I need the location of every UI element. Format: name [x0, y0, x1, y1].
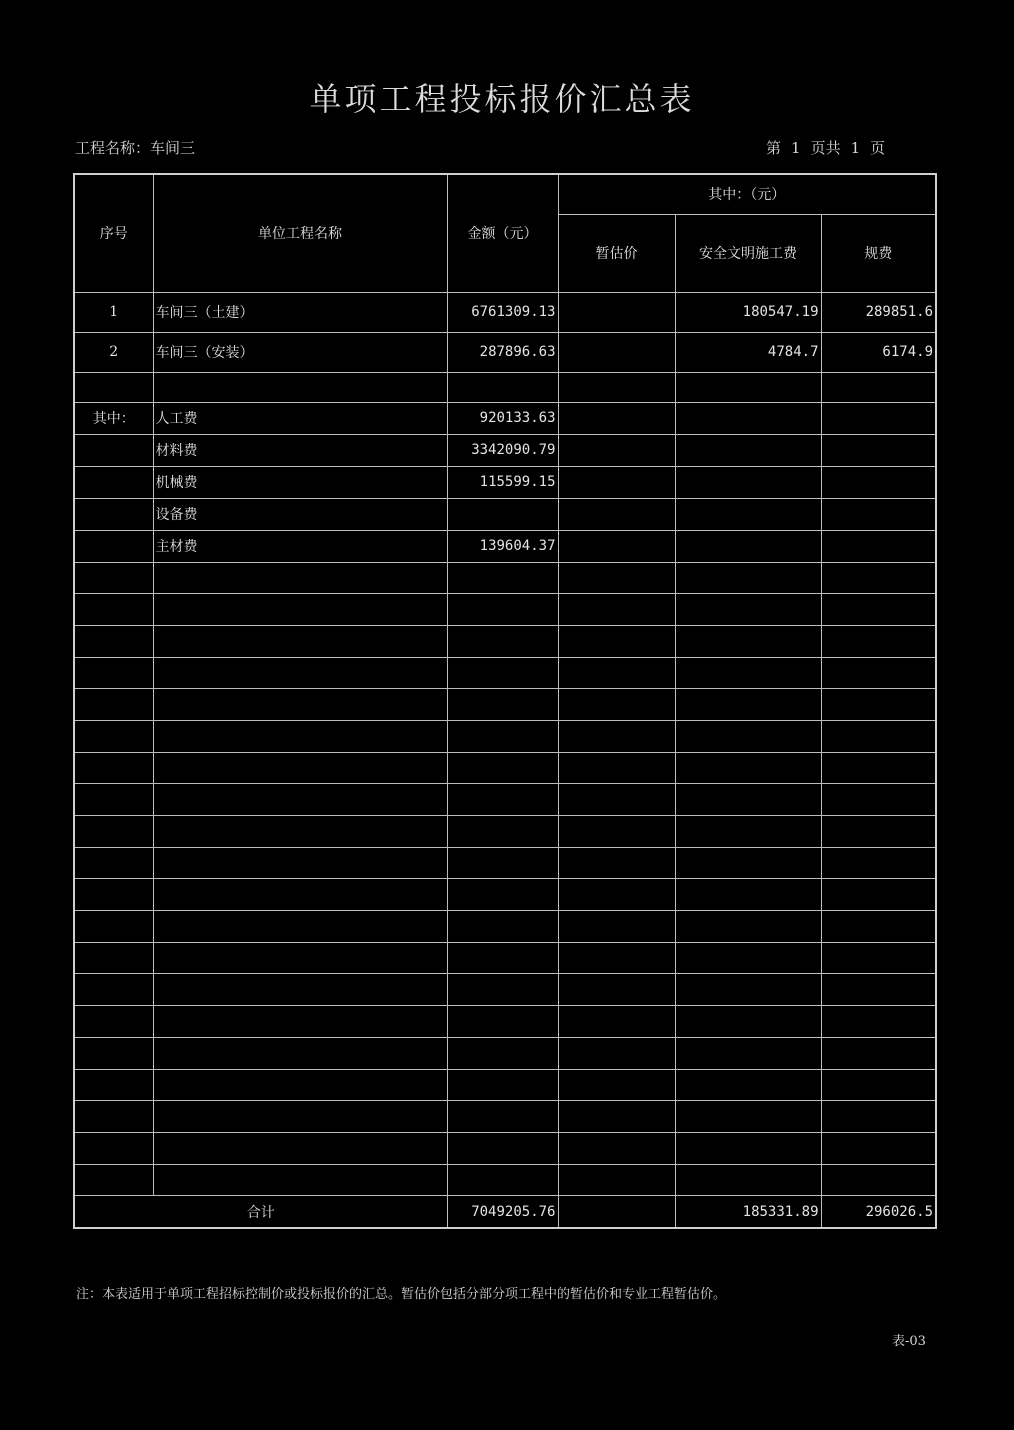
blank-cell	[447, 1037, 558, 1069]
blank-cell	[447, 911, 558, 943]
blank-cell	[821, 847, 936, 879]
cell-name: 人工费	[153, 402, 447, 434]
page-indicator	[766, 137, 895, 158]
cell-amount: 287896.63	[447, 332, 558, 372]
table-number: 表-03	[892, 1334, 926, 1349]
blank-row	[74, 1006, 936, 1038]
cell-provisional	[558, 292, 675, 332]
blank-cell	[447, 1101, 558, 1133]
blank-row	[74, 752, 936, 784]
blank-cell	[558, 847, 675, 879]
blank-row	[74, 625, 936, 657]
blank-cell	[558, 1132, 675, 1164]
cell-name: 车间三（安装）	[153, 332, 447, 372]
blank-cell	[74, 562, 153, 594]
table-row	[74, 530, 936, 562]
blank-row	[74, 1069, 936, 1101]
blank-cell	[74, 1069, 153, 1101]
cell-seq	[74, 498, 153, 530]
blank-cell	[153, 879, 447, 911]
cell-amount: 139604.37	[447, 530, 558, 562]
blank-cell	[558, 784, 675, 816]
blank-cell	[821, 1006, 936, 1038]
blank-cell	[153, 911, 447, 943]
header-provisional: 暂估价	[558, 214, 675, 292]
blank-cell	[153, 720, 447, 752]
cell-safety	[675, 530, 821, 562]
blank-cell	[821, 911, 936, 943]
blank-cell	[447, 974, 558, 1006]
blank-cell	[447, 562, 558, 594]
page-current: 1	[791, 139, 801, 157]
cell-seq: 其中：	[74, 402, 153, 434]
blank-cell	[558, 1069, 675, 1101]
blank-cell	[821, 625, 936, 657]
blank-cell	[153, 1037, 447, 1069]
page-mid: 页共	[810, 139, 841, 157]
cell-fees	[821, 434, 936, 466]
blank-cell	[558, 1164, 675, 1196]
cell-name: 材料费	[153, 434, 447, 466]
table-row	[74, 466, 936, 498]
blank-row	[74, 1132, 936, 1164]
cell-seq	[74, 466, 153, 498]
blank-cell	[447, 942, 558, 974]
blank-cell	[558, 720, 675, 752]
blank-cell	[821, 816, 936, 848]
cell-name: 机械费	[153, 466, 447, 498]
blank-cell	[447, 784, 558, 816]
cell-name: 设备费	[153, 498, 447, 530]
blank-cell	[153, 1069, 447, 1101]
cell-provisional	[558, 332, 675, 372]
blank-cell	[74, 1037, 153, 1069]
table-row	[74, 402, 936, 434]
blank-row	[74, 784, 936, 816]
total-amount: 7049205.76	[447, 1196, 558, 1228]
blank-cell	[447, 847, 558, 879]
blank-cell	[675, 594, 821, 626]
blank-cell	[447, 720, 558, 752]
blank-row	[74, 816, 936, 848]
cell-name: 主材费	[153, 530, 447, 562]
blank-cell	[447, 657, 558, 689]
cell-safety	[675, 434, 821, 466]
blank-cell	[821, 657, 936, 689]
blank-cell	[153, 1101, 447, 1133]
blank-cell	[675, 1006, 821, 1038]
blank-cell	[74, 879, 153, 911]
blank-row	[74, 657, 936, 689]
blank-row	[74, 847, 936, 879]
blank-cell	[675, 942, 821, 974]
blank-cell	[675, 1164, 821, 1196]
blank-cell	[153, 562, 447, 594]
blank-cell	[447, 816, 558, 848]
blank-cell	[821, 1101, 936, 1133]
blank-cell	[447, 1132, 558, 1164]
summary-table	[73, 173, 937, 1229]
cell-fees: 289851.6	[821, 292, 936, 332]
blank-cell	[153, 1132, 447, 1164]
total-fees: 296026.5	[821, 1196, 936, 1228]
blank-row	[74, 1164, 936, 1196]
blank-row	[74, 720, 936, 752]
blank-cell	[153, 784, 447, 816]
blank-cell	[675, 752, 821, 784]
blank-cell	[74, 942, 153, 974]
blank-cell	[74, 784, 153, 816]
blank-cell	[821, 1069, 936, 1101]
blank-cell	[447, 752, 558, 784]
blank-cell	[821, 879, 936, 911]
cell-amount	[447, 372, 558, 402]
footnote: 注：本表适用于单项工程招标控制价或投标报价的汇总。暂估价包括分部分项工程中的暂估价和专业工程暂估价。	[76, 1287, 727, 1302]
table-row	[74, 372, 936, 402]
blank-cell	[153, 752, 447, 784]
blank-cell	[153, 816, 447, 848]
blank-cell	[153, 657, 447, 689]
cell-provisional	[558, 372, 675, 402]
blank-cell	[74, 1132, 153, 1164]
blank-cell	[675, 689, 821, 721]
cell-amount	[447, 498, 558, 530]
blank-cell	[821, 752, 936, 784]
total-label: 合计	[74, 1196, 447, 1228]
header-seq: 序号	[74, 174, 153, 292]
blank-cell	[153, 847, 447, 879]
total-row	[74, 1196, 936, 1228]
cell-safety	[675, 466, 821, 498]
blank-cell	[153, 625, 447, 657]
blank-row	[74, 594, 936, 626]
blank-cell	[675, 1101, 821, 1133]
blank-cell	[74, 911, 153, 943]
blank-cell	[821, 562, 936, 594]
blank-cell	[675, 1069, 821, 1101]
blank-cell	[558, 1101, 675, 1133]
blank-cell	[447, 1069, 558, 1101]
blank-cell	[675, 879, 821, 911]
blank-row	[74, 562, 936, 594]
blank-cell	[74, 1164, 153, 1196]
total-safety: 185331.89	[675, 1196, 821, 1228]
blank-cell	[558, 752, 675, 784]
blank-cell	[558, 1006, 675, 1038]
page-total: 1	[850, 139, 861, 157]
cell-provisional	[558, 466, 675, 498]
table-row	[74, 434, 936, 466]
cell-safety	[675, 372, 821, 402]
header-name: 单位工程名称	[153, 174, 447, 292]
header-of-which: 其中：（元）	[558, 174, 936, 214]
blank-cell	[675, 1037, 821, 1069]
blank-cell	[153, 942, 447, 974]
blank-cell	[74, 689, 153, 721]
blank-cell	[675, 847, 821, 879]
blank-cell	[74, 657, 153, 689]
blank-row	[74, 942, 936, 974]
cell-amount: 115599.15	[447, 466, 558, 498]
cell-seq	[74, 530, 153, 562]
blank-cell	[447, 879, 558, 911]
blank-row	[74, 1101, 936, 1133]
table-row	[74, 498, 936, 530]
cell-fees	[821, 372, 936, 402]
blank-cell	[74, 974, 153, 1006]
blank-cell	[74, 752, 153, 784]
blank-cell	[153, 974, 447, 1006]
cell-amount: 920133.63	[447, 402, 558, 434]
cell-name	[153, 372, 447, 402]
blank-row	[74, 879, 936, 911]
blank-cell	[821, 974, 936, 1006]
cell-fees	[821, 498, 936, 530]
cell-safety: 4784.7	[675, 332, 821, 372]
header-amount: 金额（元）	[447, 174, 558, 292]
blank-row	[74, 974, 936, 1006]
cell-seq	[74, 372, 153, 402]
blank-cell	[153, 1006, 447, 1038]
blank-cell	[153, 1164, 447, 1196]
blank-cell	[675, 974, 821, 1006]
blank-cell	[558, 879, 675, 911]
blank-row	[74, 911, 936, 943]
blank-cell	[675, 625, 821, 657]
blank-cell	[74, 1101, 153, 1133]
cell-amount: 3342090.79	[447, 434, 558, 466]
blank-cell	[447, 689, 558, 721]
cell-seq: 1	[74, 292, 153, 332]
blank-cell	[558, 625, 675, 657]
cell-safety	[675, 402, 821, 434]
blank-cell	[447, 1006, 558, 1038]
blank-cell	[821, 1164, 936, 1196]
blank-cell	[558, 562, 675, 594]
blank-cell	[447, 625, 558, 657]
cell-fees	[821, 402, 936, 434]
blank-cell	[821, 1037, 936, 1069]
blank-cell	[675, 720, 821, 752]
blank-cell	[821, 594, 936, 626]
blank-cell	[675, 816, 821, 848]
blank-cell	[74, 720, 153, 752]
blank-cell	[74, 847, 153, 879]
blank-cell	[558, 594, 675, 626]
blank-cell	[558, 974, 675, 1006]
header-fees: 规费	[821, 214, 936, 292]
blank-cell	[675, 657, 821, 689]
blank-cell	[558, 689, 675, 721]
cell-provisional	[558, 402, 675, 434]
blank-cell	[558, 816, 675, 848]
blank-cell	[675, 784, 821, 816]
cell-provisional	[558, 530, 675, 562]
header-row-1	[74, 174, 936, 214]
table-row	[74, 332, 936, 372]
blank-cell	[558, 911, 675, 943]
blank-cell	[74, 816, 153, 848]
blank-cell	[153, 689, 447, 721]
page-prefix: 第	[766, 139, 782, 157]
blank-cell	[153, 594, 447, 626]
total-provisional	[558, 1196, 675, 1228]
blank-cell	[821, 942, 936, 974]
blank-cell	[821, 1132, 936, 1164]
cell-name: 车间三（土建）	[153, 292, 447, 332]
blank-cell	[821, 784, 936, 816]
blank-cell	[821, 689, 936, 721]
page-suffix: 页	[870, 139, 886, 157]
blank-cell	[447, 594, 558, 626]
blank-cell	[675, 562, 821, 594]
page-title: 单项工程投标报价汇总表	[309, 80, 695, 118]
cell-provisional	[558, 498, 675, 530]
cell-provisional	[558, 434, 675, 466]
blank-cell	[558, 1037, 675, 1069]
cell-seq: 2	[74, 332, 153, 372]
cell-seq	[74, 434, 153, 466]
cell-fees: 6174.9	[821, 332, 936, 372]
table-row	[74, 292, 936, 332]
blank-cell	[447, 1164, 558, 1196]
blank-cell	[675, 911, 821, 943]
blank-cell	[675, 1132, 821, 1164]
blank-cell	[558, 657, 675, 689]
header-safety: 安全文明施工费	[675, 214, 821, 292]
blank-cell	[74, 625, 153, 657]
cell-fees	[821, 466, 936, 498]
cell-amount: 6761309.13	[447, 292, 558, 332]
blank-row	[74, 689, 936, 721]
blank-cell	[74, 1006, 153, 1038]
blank-row	[74, 1037, 936, 1069]
project-name: 工程名称：车间三	[75, 139, 196, 157]
cell-safety: 180547.19	[675, 292, 821, 332]
blank-cell	[821, 720, 936, 752]
cell-safety	[675, 498, 821, 530]
blank-cell	[558, 942, 675, 974]
blank-cell	[74, 594, 153, 626]
cell-fees	[821, 530, 936, 562]
